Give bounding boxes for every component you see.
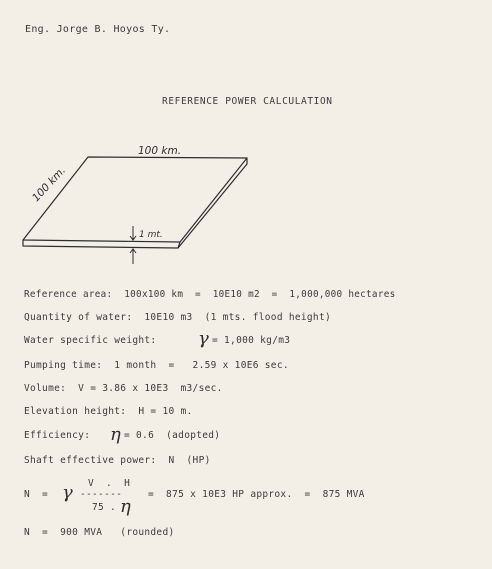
specific-weight-label: Water specific weight: bbox=[24, 335, 157, 346]
elevation-line: Elevation height: H = 10 m. bbox=[24, 406, 193, 417]
pumping-time-line: Pumping time: 1 month = 2.59 x 10E6 sec. bbox=[24, 360, 289, 371]
author-name: Eng. Jorge B. Hoyos Ty. bbox=[25, 24, 171, 35]
shaft-power-line: Shaft effective power: N (HP) bbox=[24, 455, 211, 466]
top-dimension-label: 100 km. bbox=[138, 145, 182, 157]
formula-result: = 875 x 10E3 HP approx. = 875 MVA bbox=[148, 489, 365, 500]
reference-area-line: Reference area: 100x100 km = 10E10 m2 = 1,000,000 hectares bbox=[24, 289, 396, 300]
thickness-label: 1 mt. bbox=[139, 230, 163, 240]
formula-lhs: N = bbox=[24, 489, 49, 500]
formula-fraction-bar: ------- bbox=[80, 489, 123, 500]
formula-eta-symbol: η bbox=[120, 496, 131, 517]
volume-line: Volume: V = 3.86 x 10E3 m3/sec. bbox=[24, 383, 223, 394]
formula-denominator: 75 . bbox=[92, 502, 117, 513]
efficiency-label: Efficiency: bbox=[24, 430, 91, 441]
specific-weight-value: = 1,000 kg/m3 bbox=[212, 335, 291, 346]
document-title: REFERENCE POWER CALCULATION bbox=[162, 96, 333, 107]
gamma-symbol: γ bbox=[198, 328, 209, 349]
rounded-result-line: N = 900 MVA (rounded) bbox=[24, 527, 175, 538]
efficiency-value: = 0.6 (adopted) bbox=[124, 430, 221, 441]
quantity-water-line: Quantity of water: 10E10 m3 (1 mts. flood height) bbox=[24, 312, 331, 323]
side-dimension-label: 100 km. bbox=[30, 164, 69, 205]
formula-numerator: V . H bbox=[88, 478, 131, 489]
formula-gamma-symbol: γ bbox=[62, 482, 73, 503]
eta-symbol: η bbox=[110, 424, 121, 445]
